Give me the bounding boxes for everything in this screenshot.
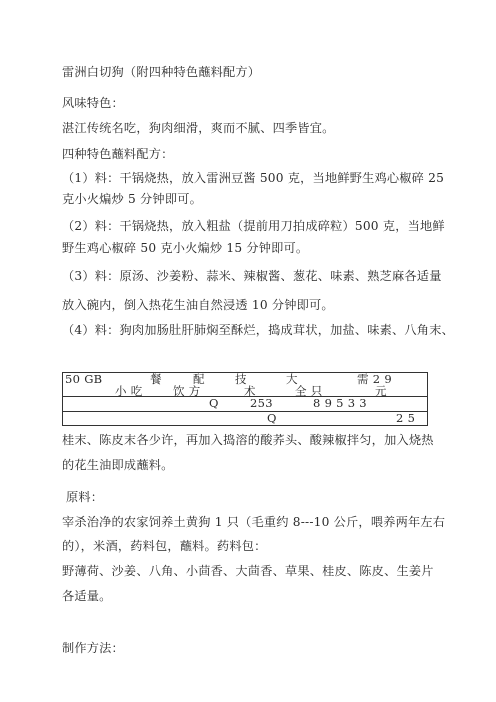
document-title: 雷洲白切狗（附四种特色蘸料配方） <box>62 65 261 79</box>
ad-text: 术 <box>244 384 256 398</box>
ad-row-3 <box>63 411 427 426</box>
ad-text: 8 9 5 3 3 <box>313 396 367 410</box>
ad-text: 小 吃 <box>115 384 143 398</box>
ingredients-line-1: 宰杀治净的农家饲养土黄狗 1 只（毛重约 8---10 公斤，喂养两年左右 <box>62 515 446 529</box>
recipe-4-line-3: 的花生油即成蘸料。 <box>62 458 174 472</box>
ad-text: 配 <box>193 372 205 386</box>
ad-text: 元 <box>375 384 387 398</box>
flavor-heading: 风味特色： <box>62 96 124 110</box>
recipe-3-line-1: （3）料：原汤、沙姜粉、蒜米、辣椒酱、葱花、味素、熟芝麻各适量 <box>62 269 442 283</box>
ad-row-2 <box>63 396 427 412</box>
ad-text: 50 GB <box>65 372 103 386</box>
recipe-4-line-2: 桂末、陈皮末各少许，再加入捣溶的酸荞头、酸辣椒拌匀，加入烧热 <box>62 433 434 447</box>
recipe-4-line-1: （4）料：狗肉加肠肚肝肺焖至酥烂，捣成茸状，加盐、味素、八角末、 <box>62 323 454 337</box>
ad-text: 需 2 9 <box>357 372 392 386</box>
recipe-2-line-1: （2）料：干锅烧热，放入粗盐（提前用刀拍成碎粒）500 克，当地鲜 <box>62 219 445 233</box>
ad-text: 技 <box>235 372 247 386</box>
ingredients-line-3: 野薄荷、沙姜、八角、小茴香、大茴香、草果、桂皮、陈皮、生姜片 <box>62 564 434 578</box>
method-heading: 制作方法： <box>62 641 124 655</box>
ad-text: 全 只 <box>295 384 323 398</box>
ad-text: 大 <box>286 372 298 386</box>
ad-row-1 <box>63 373 427 397</box>
sauce-heading: 四种特色蘸料配方： <box>62 147 174 161</box>
ad-text: Q <box>267 411 277 425</box>
ad-text: 253 <box>250 396 273 410</box>
flavor-text: 湛江传统名吃，狗肉细滑，爽而不腻、四季皆宜。 <box>62 121 335 135</box>
ad-text: 2 5 <box>396 411 416 425</box>
recipe-3-line-2: 放入碗内，倒入热花生油自然浸透 10 分钟即可。 <box>62 298 334 312</box>
ad-overlay-box <box>62 372 428 426</box>
ad-text: 餐 <box>150 372 162 386</box>
ad-text: Q <box>209 396 219 410</box>
ingredients-line-2: 的），米酒，药料包，蘸料。药料包： <box>62 539 267 553</box>
ingredients-heading: 原料： <box>66 490 104 504</box>
recipe-1-line-2: 克小火煸炒 5 分钟即可。 <box>62 192 202 206</box>
ad-text: 饮 方 <box>173 384 201 398</box>
ingredients-line-4: 各适量。 <box>62 589 112 603</box>
recipe-2-line-2: 野生鸡心椒碎 50 克小火煸炒 15 分钟即可。 <box>62 241 309 255</box>
recipe-1-line-1: （1）料：干锅烧热，放入雷洲豆酱 500 克，当地鲜野生鸡心椒碎 25 <box>62 171 445 185</box>
